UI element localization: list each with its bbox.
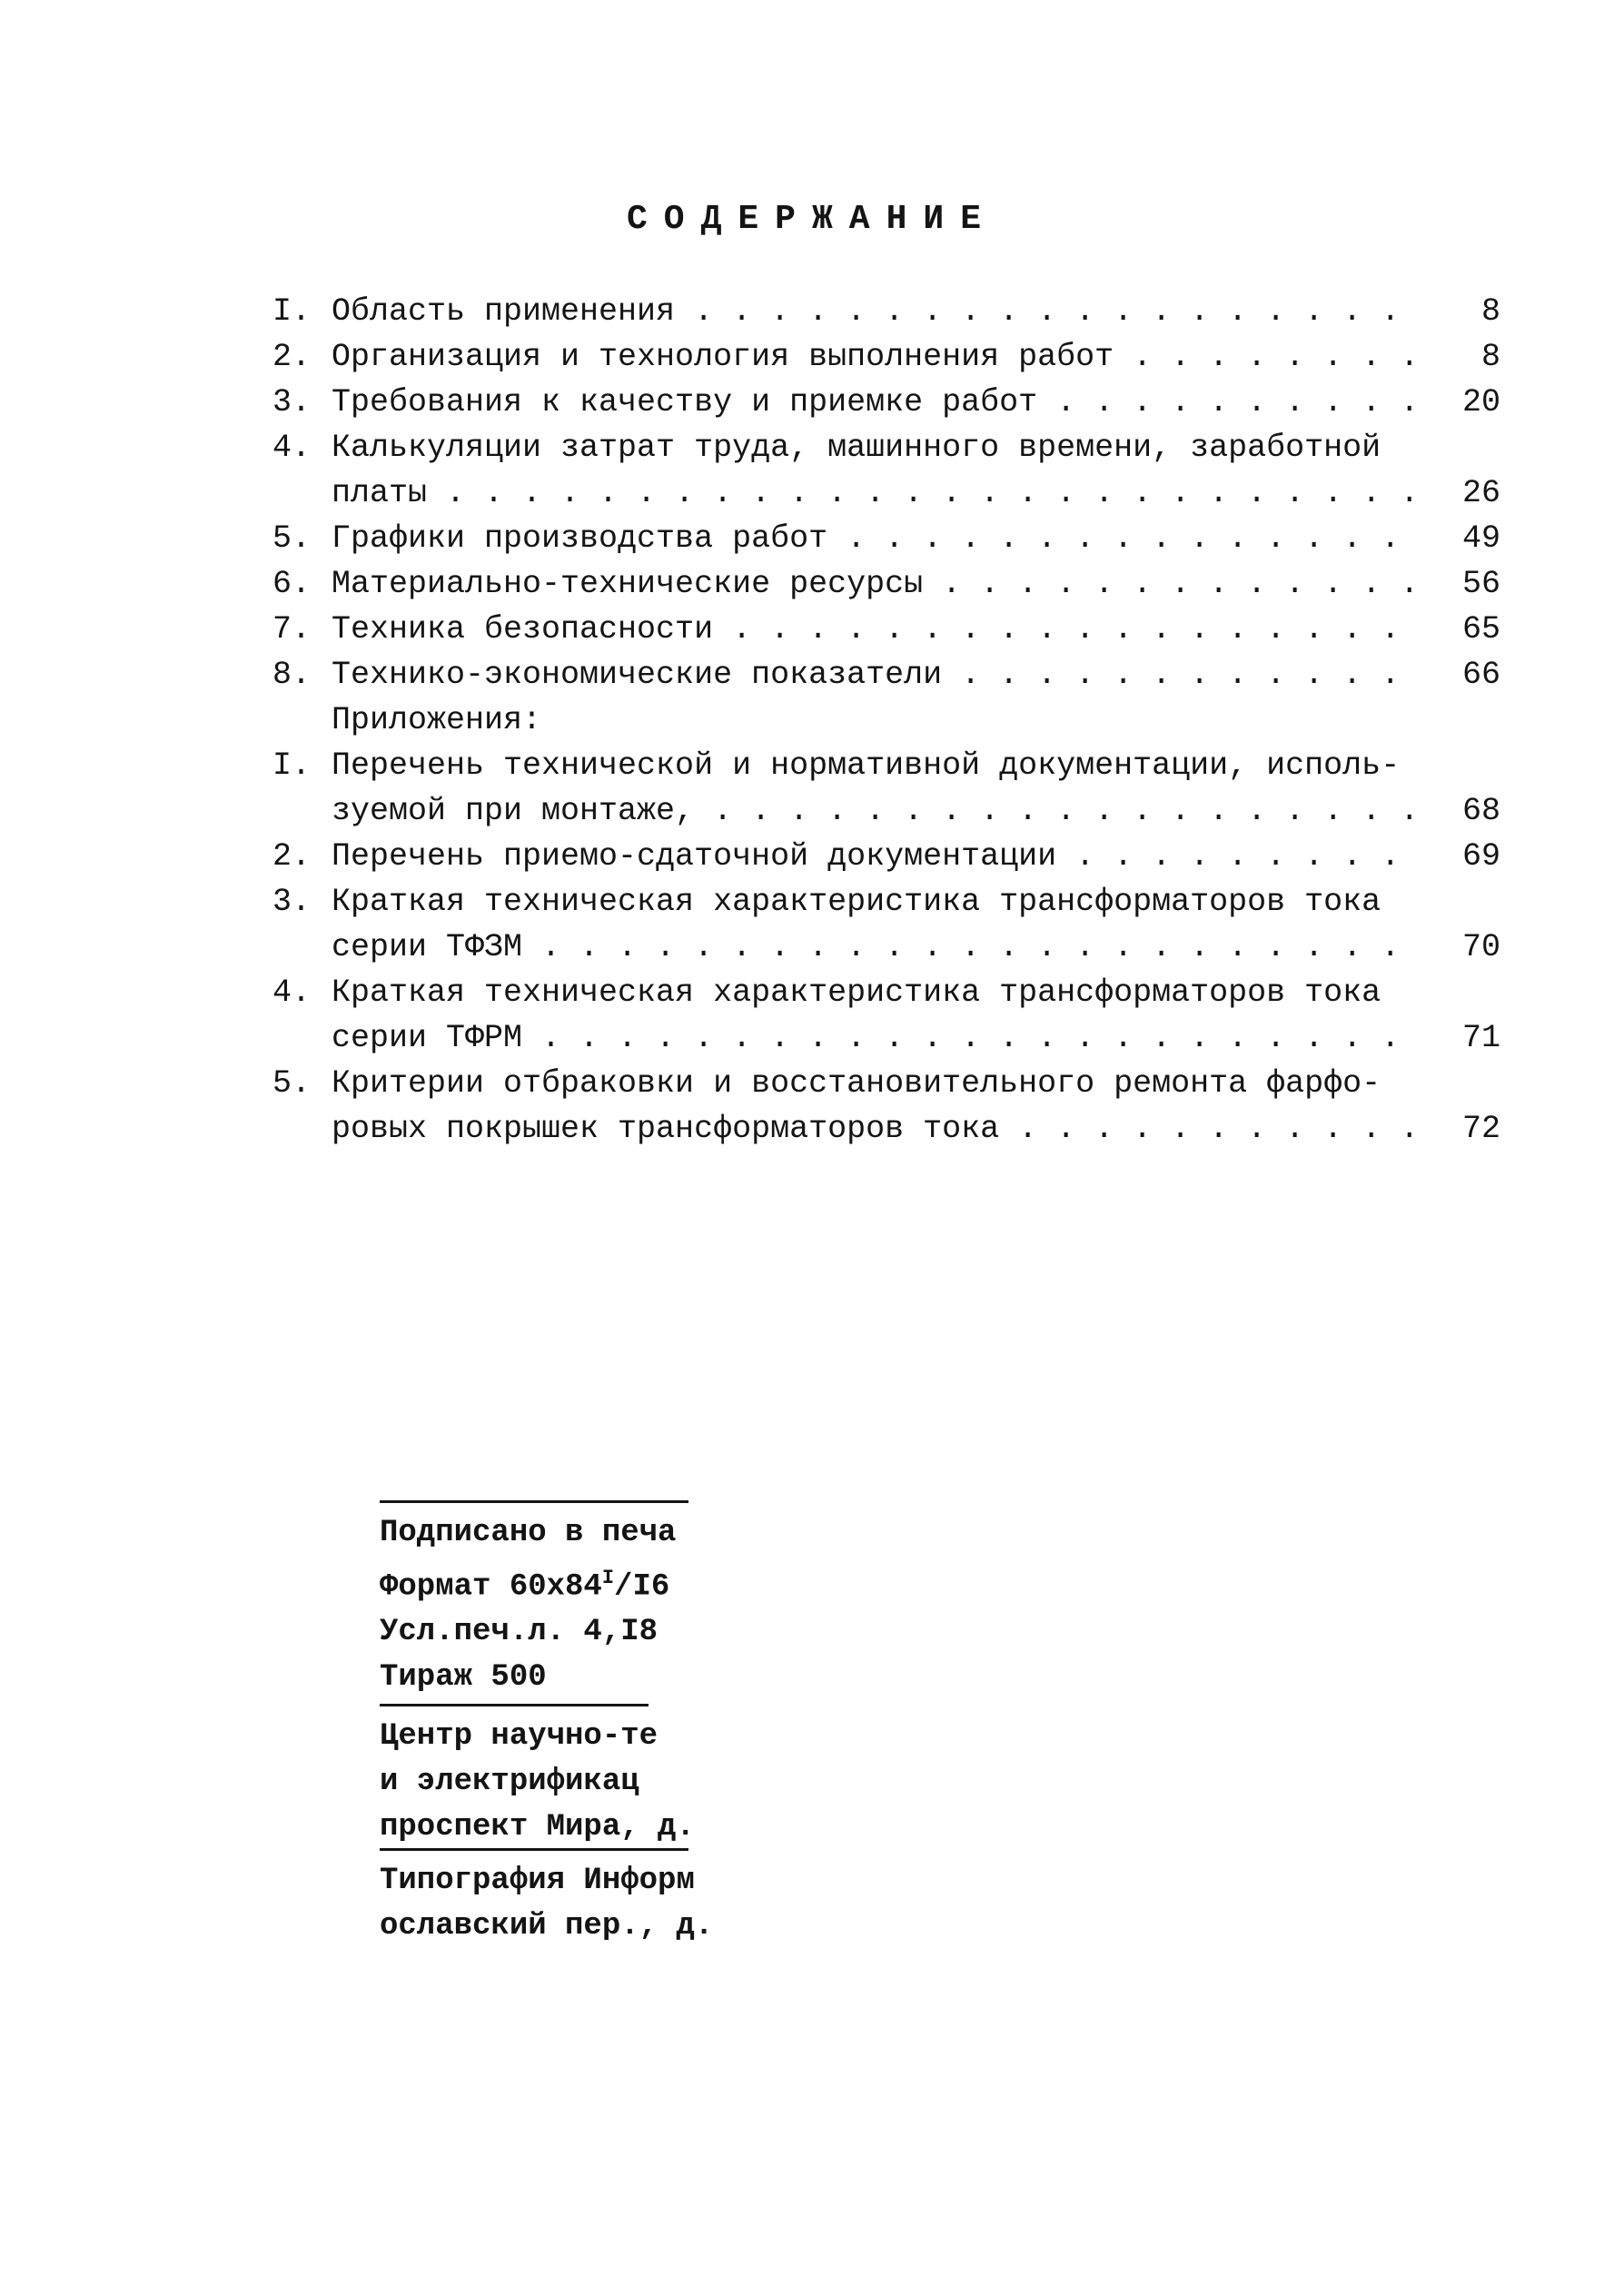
toc-item-number: 6. <box>272 566 312 602</box>
toc-item-title: Перечень технической и нормативной документации, исполь- <box>332 747 1401 784</box>
toc-item-number: 3. <box>272 884 312 920</box>
toc-item-title: Графики производства работ <box>332 520 828 557</box>
toc-item-page: 49 <box>1417 516 1500 561</box>
toc-item-title: Перечень приемо-сдаточной документации <box>332 838 1057 875</box>
toc-item-number: I. <box>272 747 312 784</box>
toc-item-title: Краткая техническая характеристика трансформаторов тока <box>332 884 1381 920</box>
toc-section-heading <box>272 697 1490 743</box>
table-of-contents <box>272 289 1500 1152</box>
toc-item <box>272 380 1500 425</box>
toc-item <box>272 607 1500 652</box>
toc-item-continuation <box>272 925 1500 970</box>
toc-item <box>272 1061 1490 1106</box>
toc-item-page: 65 <box>1417 607 1500 652</box>
imprint-line: Подписано в печа <box>380 1516 677 1550</box>
toc-item-continuation <box>272 470 1500 516</box>
imprint-line: Усл.печ.л. 4,I8 <box>380 1615 659 1650</box>
toc-item-number: 8. <box>272 657 312 693</box>
toc-item-number: 2. <box>272 838 312 875</box>
toc-item-page: 72 <box>1417 1106 1500 1152</box>
toc-item-number: 3. <box>272 384 312 420</box>
toc-item-number: 5. <box>272 1065 312 1102</box>
toc-item-page: 8 <box>1417 334 1500 380</box>
toc-item <box>272 652 1500 697</box>
divider <box>380 1704 649 1706</box>
toc-item-number: 4. <box>272 430 312 466</box>
toc-item-page: 20 <box>1417 380 1500 425</box>
toc-item-number: 7. <box>272 611 312 648</box>
toc-item <box>272 289 1500 334</box>
imprint-block <box>380 1500 761 1949</box>
toc-item-title: Калькуляции затрат труда, машинного времени, заработной <box>332 430 1381 466</box>
toc-item-page: 26 <box>1417 470 1500 516</box>
toc-item-number: I. <box>272 293 312 330</box>
toc-item-title-cont: ровых покрышек трансформаторов тока <box>332 1111 1000 1147</box>
toc-item <box>272 743 1490 788</box>
toc-item-page: 69 <box>1417 834 1500 879</box>
toc-item-title: Материально-технические ресурсы <box>332 566 924 602</box>
page-title: СОДЕРЖАНИЕ <box>626 200 998 239</box>
toc-item-page: 68 <box>1417 788 1500 834</box>
toc-item-continuation <box>272 788 1500 834</box>
toc-item-number: 4. <box>272 974 312 1011</box>
toc-item-title: Краткая техническая характеристика трансформаторов тока <box>332 974 1381 1011</box>
divider <box>380 1500 688 1503</box>
toc-item-page: 66 <box>1417 652 1500 697</box>
toc-item <box>272 334 1500 380</box>
toc-item-page: 8 <box>1417 289 1500 334</box>
toc-item-number: 2. <box>272 339 312 375</box>
toc-item <box>272 425 1490 470</box>
imprint-line: Типография Информ <box>380 1864 695 1899</box>
toc-item-title: Требования к качеству и приемке работ <box>332 384 1038 420</box>
toc-item <box>272 834 1500 879</box>
toc-item-continuation <box>272 1015 1500 1061</box>
imprint-line: Тираж 500 <box>380 1660 547 1696</box>
toc-item <box>272 561 1500 607</box>
toc-item-title-cont: серии ТФРМ <box>332 1020 523 1056</box>
toc-item-title-cont: платы <box>332 475 428 511</box>
toc-item-title: Организация и технология выполнения работ <box>332 339 1114 375</box>
toc-item-page: 56 <box>1417 561 1500 607</box>
toc-item-title-cont: зуемой при монтаже, <box>332 793 695 829</box>
toc-item-title: Критерии отбраковки и восстановительного ремонта фарфо- <box>332 1065 1381 1102</box>
toc-item-title: Технико-экономические показатели <box>332 657 943 693</box>
imprint-line: проспект Мира, д. <box>380 1810 695 1845</box>
toc-item-title: Область применения <box>332 293 676 330</box>
toc-item <box>272 516 1500 561</box>
imprint-line: ославский пер., д. <box>380 1909 714 1944</box>
toc-item <box>272 970 1490 1015</box>
toc-item-title: Техника безопасности <box>332 611 714 648</box>
toc-item-continuation <box>272 1106 1500 1152</box>
imprint-line: и электрификац <box>380 1765 639 1800</box>
toc-item-page: 71 <box>1417 1015 1500 1061</box>
imprint-format: Формат $60х84^I/I6$ <box>380 1567 670 1605</box>
toc-item <box>272 879 1490 925</box>
appendices-heading: Приложения: <box>332 702 542 738</box>
toc-item-number: 5. <box>272 520 312 557</box>
imprint-line: Центр научно-те <box>380 1719 659 1755</box>
toc-item-page: 70 <box>1417 925 1500 970</box>
toc-item-title-cont: серии ТФЗМ <box>332 929 523 965</box>
